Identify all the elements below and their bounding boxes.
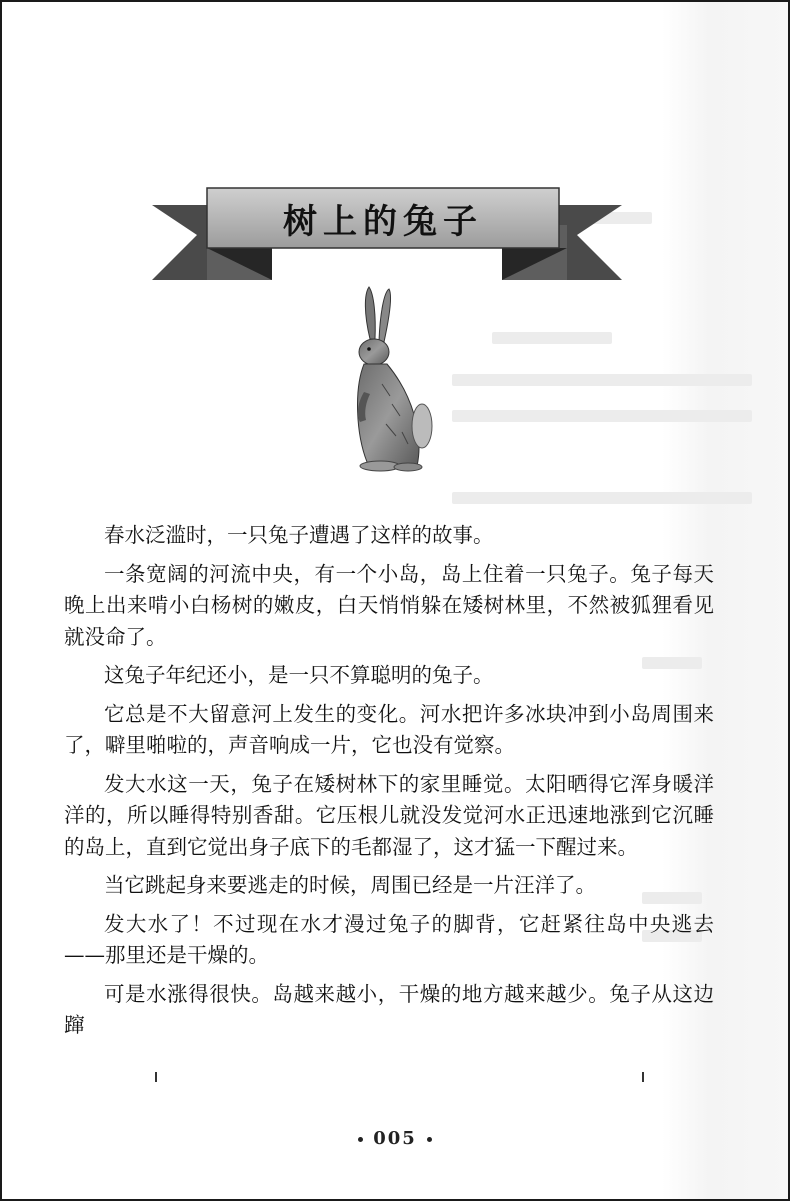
dot-ornament [358, 1137, 363, 1142]
bleed-through [452, 410, 752, 422]
paragraph: 发大水了！不过现在水才漫过兔子的脚背，它赶紧往岛中央逃去——那里还是干燥的。 [64, 911, 714, 967]
paragraph: 春水泛滥时，一只兔子遭遇了这样的故事。 [104, 523, 494, 547]
paragraph: 当它跳起身来要逃走的时候，周围已经是一片汪洋了。 [104, 873, 596, 897]
body-text [64, 520, 714, 1049]
bleed-through [452, 492, 752, 504]
bleed-through [492, 332, 612, 344]
page-number [2, 1128, 788, 1149]
paragraph: 可是水涨得很快。岛越来越小，干燥的地方越来越少。兔子从这边蹿 [64, 981, 714, 1037]
chapter-title: 树上的兔子 [283, 201, 483, 242]
paragraph: 这兔子年纪还小，是一只不算聪明的兔子。 [104, 663, 494, 687]
print-mark [642, 1072, 644, 1082]
bleed-through [452, 374, 752, 386]
print-mark [155, 1072, 157, 1082]
dot-ornament [427, 1137, 432, 1142]
paragraph: 发大水这一天，兔子在矮树林下的家里睡觉。太阳晒得它浑身暖洋洋的，所以睡得特别香甜。它压根儿就没发觉河水正迅速地涨到它沉睡的岛上，直到它觉出身子底下的毛都湿了，这才猛一下醒过来。 [64, 771, 714, 859]
paragraph: 一条宽阔的河流中央，有一个小岛，岛上住着一只兔子。兔子每天晚上出来啃小白杨树的嫩皮，白天悄悄躲在矮树林里，不然被狐狸看见就没命了。 [64, 561, 714, 649]
rabbit-illustration-icon [342, 284, 442, 476]
paragraph: 它总是不大留意河上发生的变化。河水把许多冰块冲到小岛周围来了，噼里啪啦的，声音响成一片，它也没有觉察。 [64, 701, 714, 757]
page-number-value: 005 [373, 1128, 417, 1149]
